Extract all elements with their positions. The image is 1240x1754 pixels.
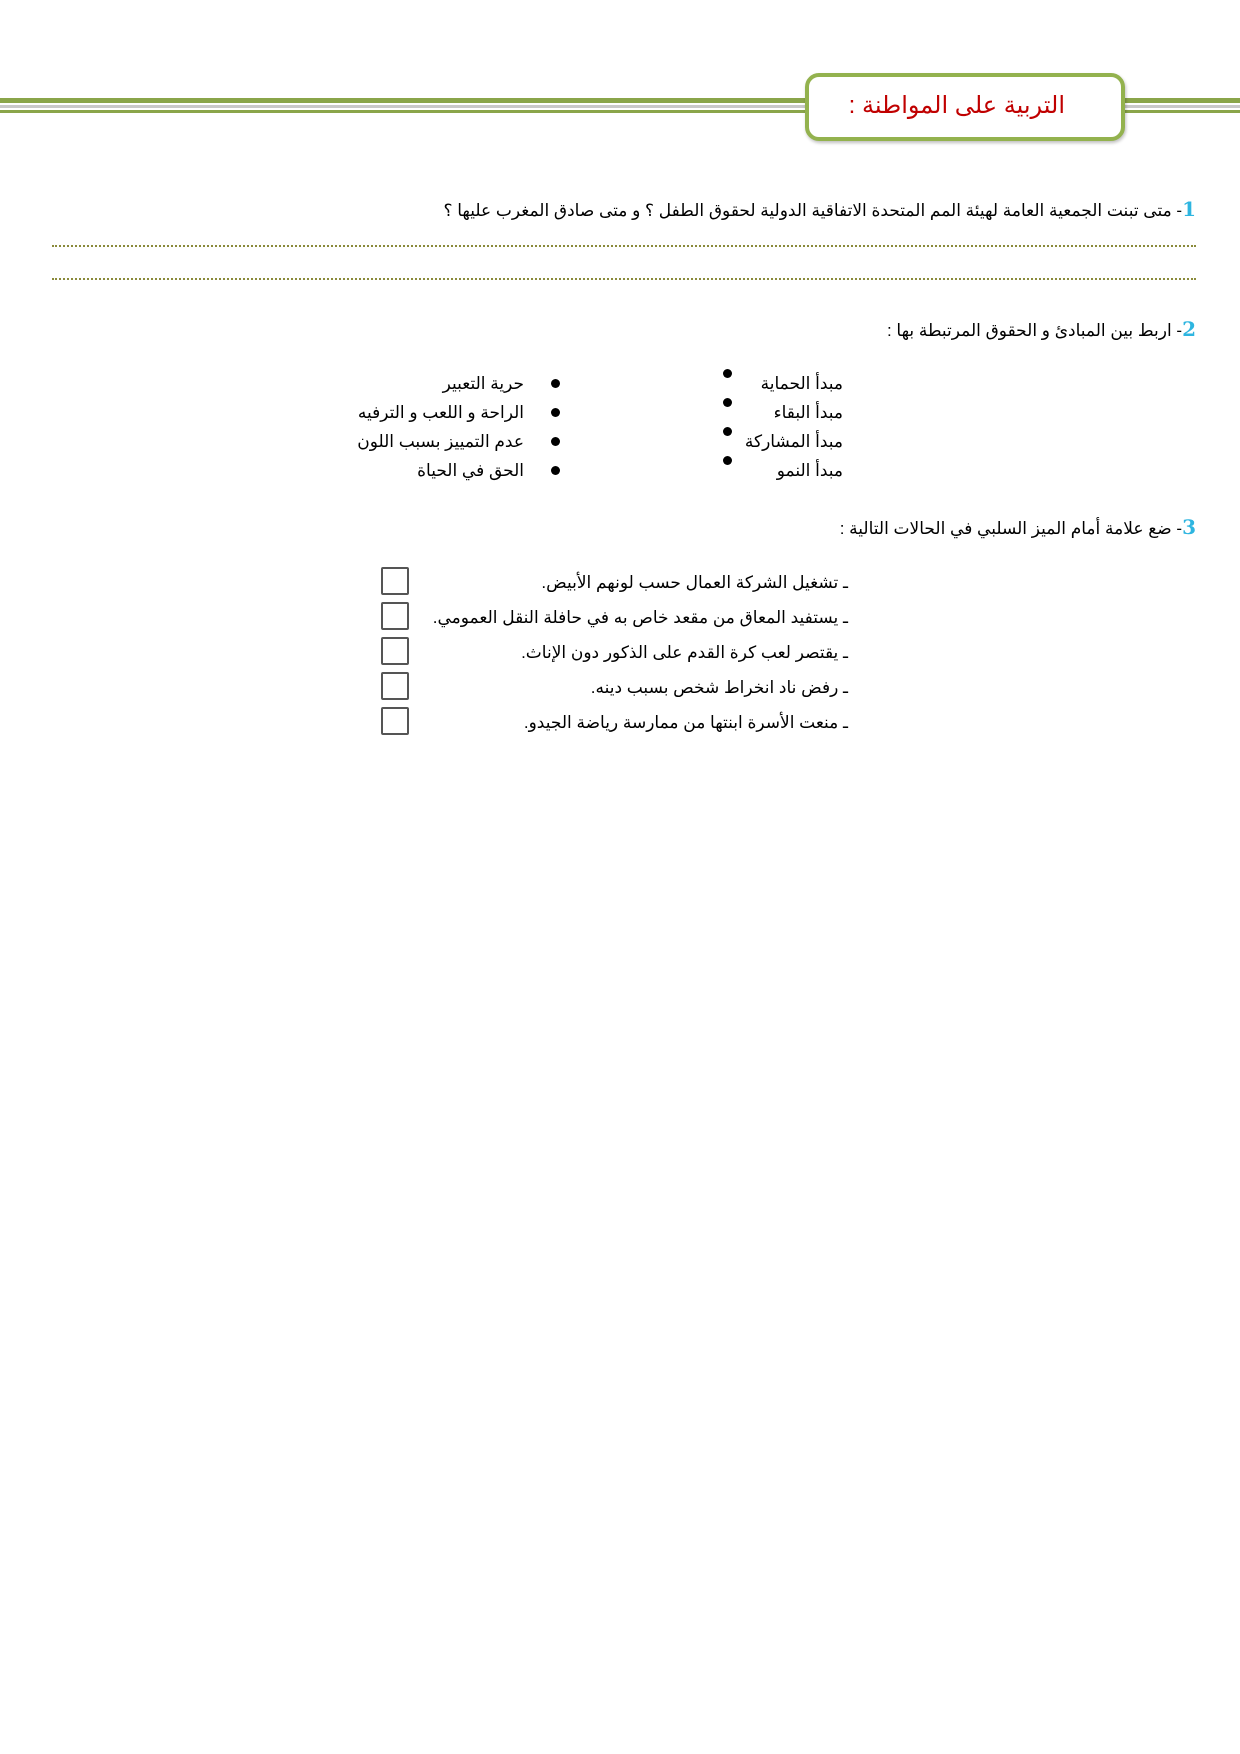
- match-dot[interactable]: [551, 379, 560, 388]
- section-title-box: [805, 73, 1125, 141]
- principles-column: [723, 369, 843, 485]
- match-dot[interactable]: [723, 427, 732, 436]
- principle-item[interactable]: [723, 369, 843, 398]
- principle-label: مبدأ المشاركة: [744, 432, 843, 451]
- section-title: التربية على المواطنة :: [848, 92, 1065, 119]
- right-item[interactable]: [357, 369, 560, 398]
- question-2-text: - اربط بين المبادئ و الحقوق المرتبطة بها :: [886, 321, 1183, 340]
- principle-label: مبدأ النمو: [776, 461, 843, 480]
- right-item[interactable]: [357, 427, 560, 456]
- principle-item[interactable]: [723, 398, 843, 427]
- case-checkbox[interactable]: [381, 707, 409, 735]
- right-item[interactable]: [357, 398, 560, 427]
- case-item: ـ يستفيد المعاق من مقعد خاص به في حافلة النقل العمومي.: [432, 608, 848, 627]
- question-3-number: 3: [1182, 515, 1196, 539]
- question-1: [443, 197, 1196, 221]
- question-1-number: 1: [1182, 197, 1196, 221]
- case-item: ـ منعت الأسرة ابنتها من ممارسة رياضة الجيدو.: [523, 713, 848, 732]
- match-dot[interactable]: [551, 466, 560, 475]
- answer-line-2[interactable]: [52, 278, 1196, 280]
- case-item: ـ تشغيل الشركة العمال حسب لونهم الأبيض.: [541, 573, 848, 592]
- match-dot[interactable]: [723, 398, 732, 407]
- principle-label: مبدأ الحماية: [760, 374, 843, 393]
- case-item: ـ يقتصر لعب كرة القدم على الذكور دون الإناث.: [521, 643, 848, 662]
- case-checkbox[interactable]: [381, 637, 409, 665]
- question-1-text: - متى تبنت الجمعية العامة لهيئة المم المتحدة الاتفاقية الدولية لحقوق الطفل ؟ و متى صادق المغرب عليها ؟: [443, 201, 1183, 220]
- right-label: حرية التعبير: [442, 374, 524, 393]
- question-3: [840, 515, 1196, 539]
- principle-item[interactable]: [723, 456, 843, 485]
- cases-list: [433, 565, 848, 740]
- right-item[interactable]: [357, 456, 560, 485]
- right-label: الراحة و اللعب و الترفيه: [357, 403, 524, 422]
- question-2-number: 2: [1182, 317, 1196, 341]
- match-dot[interactable]: [551, 408, 560, 417]
- case-item: ـ رفض ناد انخراط شخص بسبب دينه.: [590, 678, 848, 697]
- right-label: عدم التمييز بسبب اللون: [357, 432, 524, 451]
- rights-column: [357, 369, 560, 485]
- match-dot[interactable]: [551, 437, 560, 446]
- case-checkbox[interactable]: [381, 672, 409, 700]
- match-dot[interactable]: [723, 369, 732, 378]
- match-dot[interactable]: [723, 456, 732, 465]
- case-checkbox[interactable]: [381, 602, 409, 630]
- principle-label: مبدأ البقاء: [773, 403, 843, 422]
- question-3-text: - ضع علامة أمام الميز السلبي في الحالات التالية :: [839, 519, 1183, 538]
- right-label: الحق في الحياة: [417, 461, 524, 480]
- question-2: [887, 317, 1196, 341]
- answer-line-1[interactable]: [52, 245, 1196, 247]
- case-checkbox[interactable]: [381, 567, 409, 595]
- principle-item[interactable]: [723, 427, 843, 456]
